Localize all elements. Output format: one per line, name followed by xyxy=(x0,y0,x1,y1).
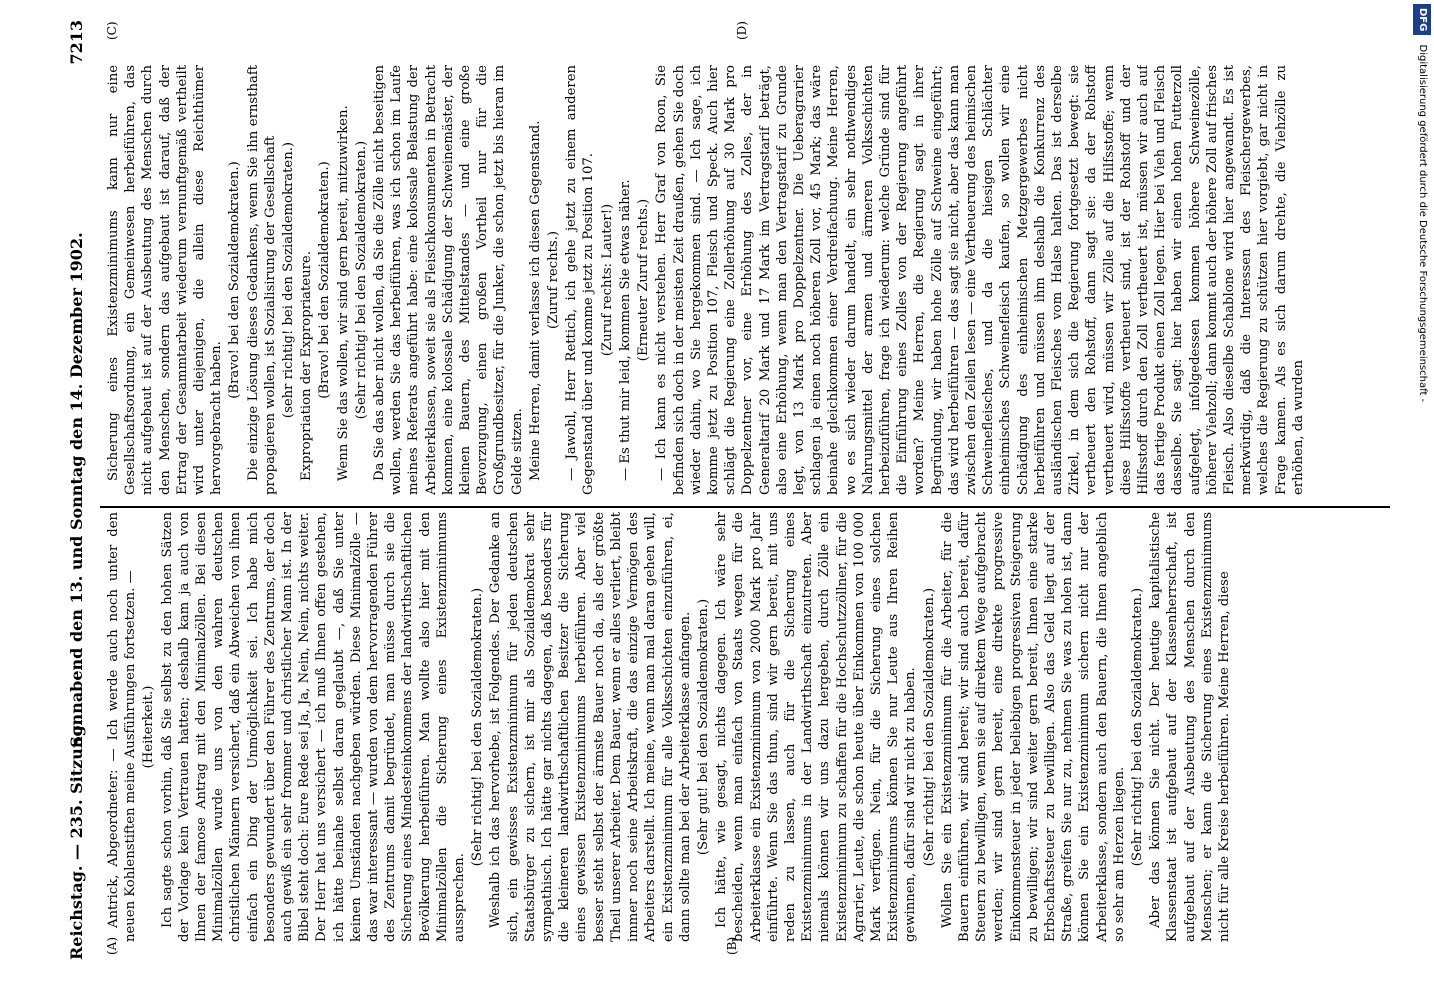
right-column-paragraph: Wenn Sie das wollen, wir sind gern bereit, mitzuwirken. xyxy=(335,105,351,481)
right-column-interjection: (Bravo! bei den Sozialdemokraten.) xyxy=(317,161,333,399)
dfg-credit-text: Digitalisierung gefördert durch die Deutsche Forschungsgemeinschaft - xyxy=(1417,44,1428,403)
column-divider xyxy=(100,506,1390,508)
dfg-credit xyxy=(1413,4,1431,996)
left-column-interjection: (Sehr richtig! bei den Sozialdemokraten.) xyxy=(921,587,937,867)
header-left: Reichstag. — 235. Sitzung. xyxy=(67,719,86,960)
left-column-interjection: (Sehr richtig! bei den Sozialdemokraten.) xyxy=(1129,587,1145,867)
left-column-interjection: (Sehr richtig! bei den Sozialdemokraten.) xyxy=(470,587,486,867)
left-column xyxy=(105,512,1395,942)
right-column-paragraph: — Ich kann es nicht verstehen. Herr Graf von Roon, Sie befinden sich doch in der meisten Zeit draußen, gehen Sie doch wieder dahin, wo Sie hergekommen sind. — Ich sage, ich komme jetzt zu Position 107, Fleisch und Speck. Auch hier schlägt die Regierung eine Zollerhöhung auf 30 Mark pro Doppelzentner vor, eine Erhöhung des Zolles, der in Generaltarif 20 Mark und 17 Mark im Vertragstarif beträgt, also eine Erhöhung, wenn man den Vertragstarif zu Grunde legt, von 13 Mark pro Doppelzentner. Die Ueberagrarier schlagen ja einen noch höheren Zoll vor, 45 Mark; das wäre beinahe gleichkommen einer Verdreifachung. Meine Herren, wo es sich wieder darum handelt, ein sehr nothwendiges Nahrungsmittel der armen und ärmeren Volksschichten herbeizuführen, frage ich wiederum: welche Gründe sind für die Einführung eines Zolles von der Regierung angeführt worden? Meine Herren, die Regierung sagt in ihrer Begründung, wir haben hohe Zölle auf Schweine eingeführt; das wird herbeiführen — das sagt sie nicht, aber das kann man zwischen den Zeilen lesen — eine Vertheuerung des heimischen Schweinefleisches, und da die hiesigen Schlächter einheimisches Schweinefleisch kaufen, so wollen wir eine Schädigung des einheimischen Metzgergewerbes nicht herbeiführen und müssen ihm deshalb die Konkurrenz des ausländischen Fleisches vom Halse halten. Das ist derselbe Zirkel, in dem sich die Regierung fortgesetzt bewegt: sie vertheuert den Rohstoff, dann sagt sie: da der Rohstoff vertheuert wird, müssen wir Zölle auf die Hilfsstoffe; wenn diese Hilfsstoffe vertheuert sind, ist der Rohstoff und der Hilfsstoff durch den Zoll vertheuert ist, müssen wir auch auf das fertige Produkt einen Zoll legen. Hier bei Vieh und Fleisch dasselbe. Sie sagt: hier haben wir einen hohen Futterzoll aufgelegt, infolgedessen kommen höhere Schweinezölle, höherer Viehzoll; dann kommt auch der höhere Zoll auf frisches Fleisch. Also dieselbe Schablone wird hier angewandt. Es ist merkwürdig, daß die Interessen des Fleischergewerbes, welches die Regierung zu schützen hier vorgiebt, gar nicht in Frage kamen. Als es sich darum drehte, die Viehzölle zu erhöhen, da wurden xyxy=(654,65,1306,495)
right-column-interjection: (sehr richtig! bei den Sozialdemokraten.) xyxy=(281,141,297,419)
right-column-paragraph: Sicherung eines Existenzminimums kann nur eine Gesellschaftsordnung, ein Gemeinwesen herbeiführen, das nicht aufgebaut ist auf der Ausbeutung des Menschen durch den Menschen, sondern das aufgebaut ist darauf, daß der Ertrag der Gesammtarbeit wiederum vernunftgemäß vertheilt wird unter diejenigen, die allein diese Reichthümer hervorgebracht haben. xyxy=(106,65,225,495)
left-column-paragraph: Ich sagte schon vorhin, daß Sie selbst zu den hohen Sätzen der Vorlage kein Vertrauen hatten; deshalb kam ja auch von Ihnen der famose Antrag mit den Minimalzöllen. Bei diesen Minimalzöllen wurde uns von den wahren deutschen christlichen Männern versichert, daß ein Abweichen von ihnen einfach ein Ding der Unmöglichkeit sei. Ich habe mich besonders gewundert über den Führer des Zentrums, der doch auch gewiß ein sehr frommer und christlicher Mann ist. In der Bibel steht doch: Eure Rede sei Ja, Ja, Nein, Nein, nichts weiter. Der Herr hat uns versichert — ich muß Ihnen offen gestehen, ich hätte beinahe selbst daran geglaubt —, daß Sie unter keinen Umständen nachgeben würden. Diese Minimalzölle — das war interessant — wurden von dem hervorragenden Führer des Zentrums damit begründet, man müsse durch sie die Sicherung eines Mindesteinkommens der landwirthschaftlichen Bevölkerung herbeiführen. Man wollte also hier mit den Minimalzöllen die Sicherung eines Existenzminimums aussprechen. xyxy=(159,512,468,942)
margin-marker-c: (C) xyxy=(105,21,119,40)
left-column-interjection: (Heiterkeit.) xyxy=(141,685,157,769)
right-column-paragraph: Die einzige Lösung dieses Gedankens, wenn Sie ihn ernsthaft propagieren wollen, ist Sozialisirung der Gesellschaft xyxy=(245,65,278,495)
left-column-paragraph: Ich hätte, wie gesagt, nichts dagegen. Ich wäre sehr bescheiden, wenn man einfach von Staats wegen für die Arbeiterklasse ein Existenzminimum von 2000 Mark pro Jahr einführte. Wenn Sie das thun, sind wir gern bereit, mit uns reden zu lassen, auch für die Sicherung eines Existenzminimums in der Landwirthschaft einzutreten. Aber niemals können wir uns dazu hergeben, durch Zölle ein Existenzminimum zu schaffen für die Hochschutzzöllner, für die Agrarier, Leute, die schon heute über Einkommen von 100 000 Mark verfügen. Nein, für die Sicherung eines solchen Existenzminimums können Sie nur Leute aus Ihren Reihen gewinnen, dafür sind wir nicht zu haben. xyxy=(714,512,919,942)
margin-marker-b: (B) xyxy=(725,936,739,955)
right-column xyxy=(105,65,1395,495)
dfg-logo: DFG xyxy=(1413,4,1431,35)
right-column-interjection: (Erneuter Zuruf rechts.) xyxy=(636,198,652,362)
right-column-interjection: (Bravo! bei den Sozialdemokraten.) xyxy=(227,161,243,399)
left-column-paragraph: Aber das können Sie nicht. Der heutige kapitalistische Klassenstaat ist aufgebaut auf der Klassenherrschaft, ist aufgebaut auf der Ausbeutung des Menschen durch den Menschen; er kann die Sicherung eines Existenzminimums nicht für alle Kreise herbeiführen. Meine Herren, diese xyxy=(1148,512,1232,942)
margin-marker-d: (D) xyxy=(735,21,749,40)
right-column-paragraph: — Es thut mir leid, kommen Sie etwas näher. xyxy=(617,179,633,481)
left-column-paragraph: Antrick, Abgeordneter: — Ich werde auch noch unter den neuen Kohlenstiften meine Ausführungen fortsetzen. — xyxy=(106,512,139,942)
right-column-paragraph: — Jawohl, Herr Rettich, ich gehe jetzt zu einem anderen Gegenstand über und komme jetzt zu Position 107. xyxy=(564,65,597,495)
right-column-interjection: (Sehr richtig! bei den Sozialdemokraten.) xyxy=(353,140,369,420)
left-column-paragraph: Weshalb ich das hervorhebe, ist Folgendes. Der Gedanke an sich, ein gewisses Existenzminimum für jeden deutschen Staatsbürger zu sichern, ist mir als Sozialdemokrat sehr sympathisch. Ich hätte gar nichts dagegen, daß besonders für die kleineren landwirthschaftlichen Besitzer die Sicherung eines gewissen Existenzminimums herbeiführen. Aber viel besser steht selbst der ärmste Bauer noch da, als der größte Theil unserer Arbeiter. Dem Bauer, wenn er alles verliert, bleibt immer noch seine Arbeitskraft, die das einzige Vermögen des Arbeiters darstellt. Ich meine, wenn man mal daran gehen will, ein Existenzminimum für alle Volksschichten einzuführen, ei, dann sollte man bei der Arbeiterklasse anfangen. xyxy=(488,512,693,942)
right-column-interjection: (Zuruf rechts.) xyxy=(546,230,562,330)
page-header xyxy=(55,20,95,960)
left-column-interjection: (Sehr gut! bei den Sozialdemokraten.) xyxy=(695,598,711,856)
page-number: 7213 xyxy=(67,20,86,65)
margin-marker-a: (A) xyxy=(105,936,119,955)
right-column-paragraph: Expropriation der Expropriateure. xyxy=(299,251,315,481)
right-column-paragraph: Da Sie das aber nicht wollen, da Sie die Zölle nicht beseitigen wollen, werden Sie das herbeiführen, was ich schon im Laufe meines Referats angeführt habe: eine kolossale Belastung der Arbeiterklassen, soweit sie als Fleischkonsumenten in Betracht kommen, eine kolossale Schädigung der Schweinemäster, der kleinen Bauern, des Mittelstandes — und eine große Bevorzugung, einen großen Vortheil nur für die Großgrundbesitzer, für die Junker, die schon jetzt bis hieran im Gelde sitzen. xyxy=(372,65,525,495)
right-column-interjection: (Zuruf rechts: Lauter!) xyxy=(599,203,615,357)
right-column-paragraph: Meine Herren, damit verlasse ich diesen Gegenstand. xyxy=(527,120,543,481)
header-date: Sonnabend den 13. und Sonntag den 14. Dezember 1902. xyxy=(67,232,86,748)
left-column-paragraph: Wollen Sie ein Existenzminimum für die Arbeiter, für die Bauern einführen, wir sind bereit; wir sind auch bereit, dafür Steuern zu bewilligen, wenn sie auf direktem Wege aufgebracht werden; wir sind gern bereit, eine direkte progressive Einkommensteuer in jeder beliebigen progressiven Steigerung zu bewilligen; wir sind weiter gern bereit, Ihnen eine starke Erbschaftssteuer zu bewilligen. Also das Geld liegt auf der Straße, greifen Sie nur zu, nehmen Sie was zu holen ist, dann können Sie ein Existenzminimum sichern nicht nur der Arbeiterklasse, sondern auch den Bauern, die Ihnen angeblich so sehr am Herzen liegen. xyxy=(939,512,1127,942)
